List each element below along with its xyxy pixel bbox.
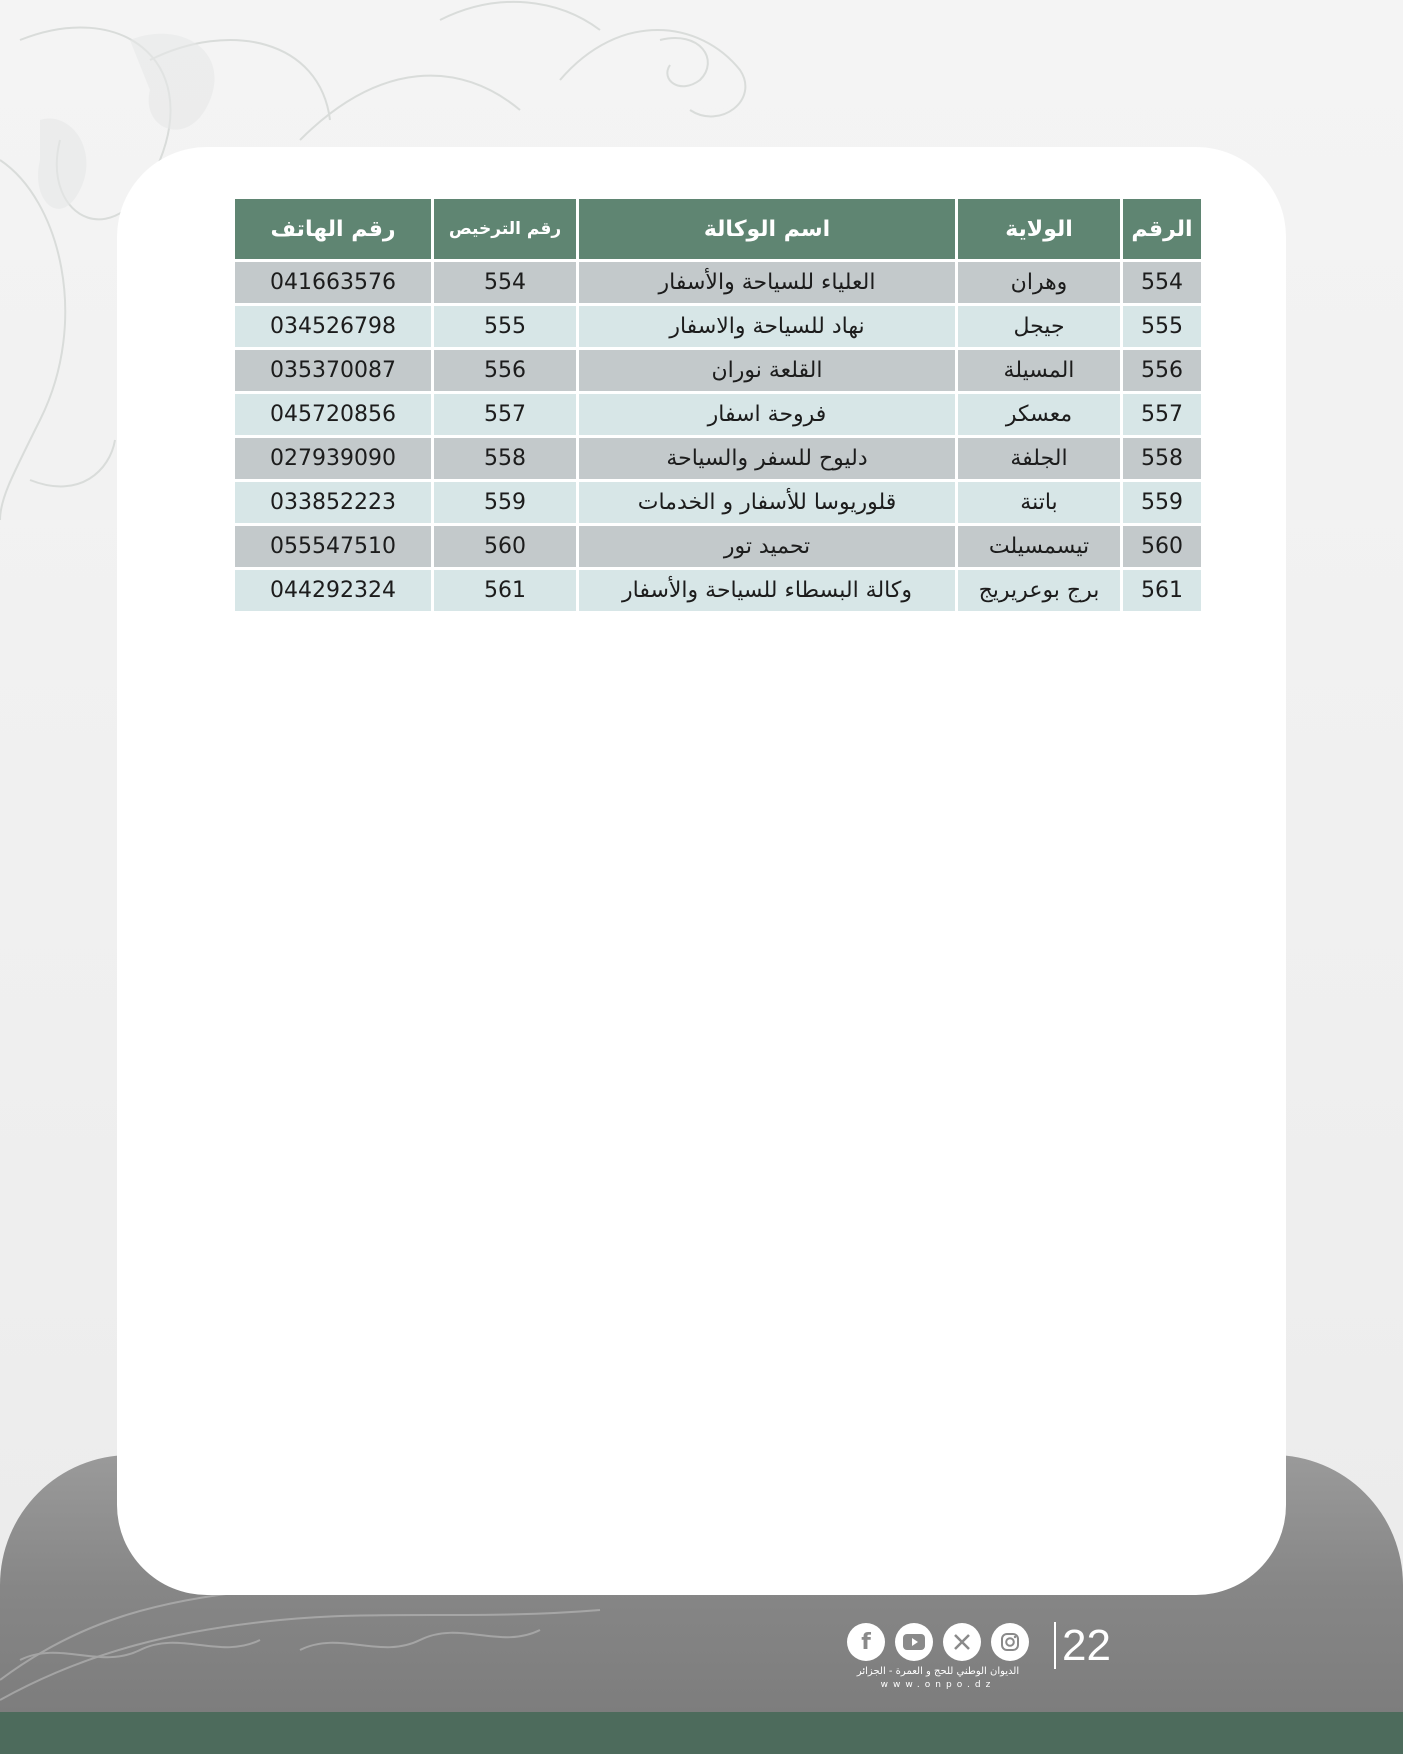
table-row bbox=[235, 306, 1201, 347]
cell-agency-name: قلوريوسا للأسفار و الخدمات bbox=[579, 482, 955, 523]
cell-agency-name: القلعة نوران bbox=[579, 350, 955, 391]
cell-wilaya: جيجل bbox=[958, 306, 1120, 347]
table-row bbox=[235, 438, 1201, 479]
cell-number: 556 bbox=[1123, 350, 1201, 391]
header-wilaya: الولاية bbox=[958, 199, 1120, 259]
agencies-table bbox=[232, 196, 1204, 614]
cell-agency-name: العلياء للسياحة والأسفار bbox=[579, 262, 955, 303]
cell-number: 558 bbox=[1123, 438, 1201, 479]
instagram-icon[interactable] bbox=[991, 1623, 1029, 1661]
cell-license-number: 554 bbox=[434, 262, 576, 303]
organization-name: الديوان الوطني للحج و العمرة - الجزائر bbox=[856, 1666, 1020, 1677]
header-phone: رقم الهاتف bbox=[235, 199, 431, 259]
header-agency-name: اسم الوكالة bbox=[579, 199, 955, 259]
cell-license-number: 559 bbox=[434, 482, 576, 523]
cell-license-number: 560 bbox=[434, 526, 576, 567]
cell-wilaya: تيسمسيلت bbox=[958, 526, 1120, 567]
cell-agency-name: وكالة البسطاء للسياحة والأسفار bbox=[579, 570, 955, 611]
footer-divider bbox=[1054, 1622, 1056, 1669]
cell-wilaya: وهران bbox=[958, 262, 1120, 303]
cell-wilaya: المسيلة bbox=[958, 350, 1120, 391]
x-icon[interactable] bbox=[943, 1623, 981, 1661]
table-row bbox=[235, 394, 1201, 435]
page-number: 22 bbox=[1062, 1621, 1111, 1670]
cell-phone: 035370087 bbox=[235, 350, 431, 391]
cell-agency-name: نهاد للسياحة والاسفار bbox=[579, 306, 955, 347]
cell-agency-name: تحميد تور bbox=[579, 526, 955, 567]
social-links bbox=[847, 1623, 1029, 1661]
cell-number: 559 bbox=[1123, 482, 1201, 523]
bottom-green-bar bbox=[0, 1712, 1403, 1754]
table-header-row bbox=[235, 199, 1201, 259]
cell-agency-name: دليوح للسفر والسياحة bbox=[579, 438, 955, 479]
cell-license-number: 558 bbox=[434, 438, 576, 479]
facebook-icon[interactable]: f bbox=[847, 1623, 885, 1661]
website-link[interactable]: www.onpo.dz bbox=[880, 1680, 996, 1690]
cell-number: 561 bbox=[1123, 570, 1201, 611]
cell-number: 554 bbox=[1123, 262, 1201, 303]
cell-wilaya: برج بوعريريج bbox=[958, 570, 1120, 611]
cell-phone: 033852223 bbox=[235, 482, 431, 523]
cell-phone: 027939090 bbox=[235, 438, 431, 479]
table-row bbox=[235, 526, 1201, 567]
table-row bbox=[235, 570, 1201, 611]
cell-license-number: 556 bbox=[434, 350, 576, 391]
cell-number: 557 bbox=[1123, 394, 1201, 435]
cell-agency-name: فروحة اسفار bbox=[579, 394, 955, 435]
table-row bbox=[235, 350, 1201, 391]
cell-wilaya: باتنة bbox=[958, 482, 1120, 523]
cell-wilaya: معسكر bbox=[958, 394, 1120, 435]
cell-phone: 055547510 bbox=[235, 526, 431, 567]
cell-number: 560 bbox=[1123, 526, 1201, 567]
cell-number: 555 bbox=[1123, 306, 1201, 347]
cell-license-number: 555 bbox=[434, 306, 576, 347]
table-row bbox=[235, 482, 1201, 523]
header-number: الرقم bbox=[1123, 199, 1201, 259]
cell-phone: 044292324 bbox=[235, 570, 431, 611]
cell-phone: 041663576 bbox=[235, 262, 431, 303]
cell-phone: 045720856 bbox=[235, 394, 431, 435]
youtube-icon[interactable] bbox=[895, 1623, 933, 1661]
cell-wilaya: الجلفة bbox=[958, 438, 1120, 479]
table-row bbox=[235, 262, 1201, 303]
cell-phone: 034526798 bbox=[235, 306, 431, 347]
header-license-number: رقم الترخيص bbox=[434, 199, 576, 259]
cell-license-number: 561 bbox=[434, 570, 576, 611]
cell-license-number: 557 bbox=[434, 394, 576, 435]
